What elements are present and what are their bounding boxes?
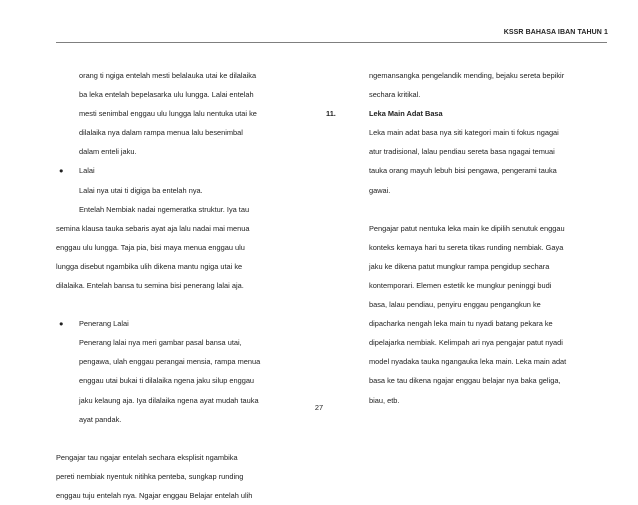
bullet-dot-icon: ● [59, 166, 64, 176]
left-paragraph-3 [56, 448, 308, 505]
left-column [56, 66, 308, 505]
right-paragraph-3 [369, 219, 585, 410]
text-line: semina klausa tauka sebaris ayat aja lalu nadai mai menua [56, 223, 250, 233]
text-line: jaku ke dikena patut mungkur rampa pengidup sechara [369, 261, 550, 271]
running-header: KSSR BAHASA IBAN TAHUN 1 [503, 29, 608, 36]
page-number: 27 [314, 403, 324, 412]
text-line: pengawa, ulah enggau perangai mensia, rampa menua [79, 357, 261, 367]
text-line: tauka orang mayuh lebuh bisi pengawa, pengerami tauka [369, 166, 557, 176]
section-title: Leka Main Adat Basa [369, 109, 443, 119]
text-line: enggau tuju entelah nya. Ngajar enggau Belajar entelah ulih [56, 490, 253, 500]
bullet-label: Lalai [79, 166, 95, 176]
text-line: kontemporari. Elemen estetik ke mungkur peninggi budi [369, 280, 552, 290]
right-paragraph-2 [369, 123, 585, 199]
text-line: Penerang lalai nya meri gambar pasal bansa utai, [79, 338, 242, 348]
text-line: sechara kritikal. [369, 90, 421, 100]
text-line: ngemansangka pengelandik mending, bejaku sereta bepikir [369, 71, 565, 80]
text-line: atur tradisional, lalau pendiau sereta basa ngagai temuai [369, 147, 555, 157]
bullet-label: Penerang Lalai [79, 319, 129, 329]
left-paragraph-1 [56, 66, 308, 161]
text-line: dilalaika. Entelah bansa tu semina bisi penerang lalai aja. [56, 281, 244, 291]
bullet-dot-icon: ● [59, 319, 64, 329]
section-number: 11. [326, 109, 336, 118]
text-line: ba leka entelah bepelasarka ulu lungga. Lalai entelah [79, 90, 254, 100]
spacer [369, 200, 585, 219]
text-line: Lalai nya utai ti digiga ba entelah nya. [79, 185, 203, 195]
bullet-lalai [56, 161, 308, 199]
text-line: dipacharka nengah leka main tu nyadi batang pekara ke [369, 319, 553, 329]
text-line: pereti nembiak nyentuk nitihka penteba, sungkap runding [56, 471, 244, 481]
text-line: dilalaika nya dalam rampa menua lalu besenimbal [79, 128, 243, 138]
text-line: jaku kelaung aja. Iya dilalaika ngena ayat mudah tauka [79, 395, 259, 405]
right-column [369, 66, 585, 410]
text-line: dipelajarka nembiak. Kelimpah ari nya pengajar patut nyadi [369, 338, 563, 348]
text-line: basa ke tau dikena ngajar enggau belajar nya baka geliga, [369, 376, 561, 386]
text-line: gawai. [369, 185, 391, 195]
text-line: enggau ulu lungga. Taja pia, bisi maya menua enggau ulu [56, 242, 245, 252]
text-line: Pengajar patut nentuka leka main ke dipilih senutuk enggau [369, 223, 565, 233]
spacer [56, 295, 308, 314]
text-line: orang ti ngiga entelah mesti belalauka utai ke dilalaika [79, 71, 257, 80]
text-line: konteks kemaya hari tu sereta tikas runding nembiak. Gaya [369, 242, 564, 252]
text-line: ayat pandak. [79, 414, 122, 424]
text-line: biau, etb. [369, 395, 400, 405]
text-line: mesti senimbal enggau ulu lungga lalu nentuka utai ke [79, 109, 257, 119]
header-rule [56, 42, 607, 43]
spacer [56, 429, 308, 448]
text-line: enggau utai bukai ti dilalaika ngena jaku silup enggau [79, 376, 255, 386]
text-line: Pengajar tau ngajar entelah sechara eksplisit ngambika [56, 452, 238, 462]
text-line: lungga disebut ngambika ulih dikena mantu ngiga utai ke [56, 261, 243, 271]
text-line: dalam enteli jaku. [79, 147, 137, 157]
text-line: Entelah Nembiak nadai ngemeratka struktur. Iya tau [79, 204, 250, 214]
text-line: Leka main adat basa nya siti kategori main ti fokus ngagai [369, 128, 559, 138]
text-line: model nyadaka tauka ngangauka leka main. Leka main adat [369, 357, 567, 367]
right-paragraph-1 [369, 66, 585, 104]
text-line: basa, lalau pendiau, penyiru enggau pengangkun ke [369, 300, 541, 310]
left-paragraph-2 [56, 200, 308, 295]
